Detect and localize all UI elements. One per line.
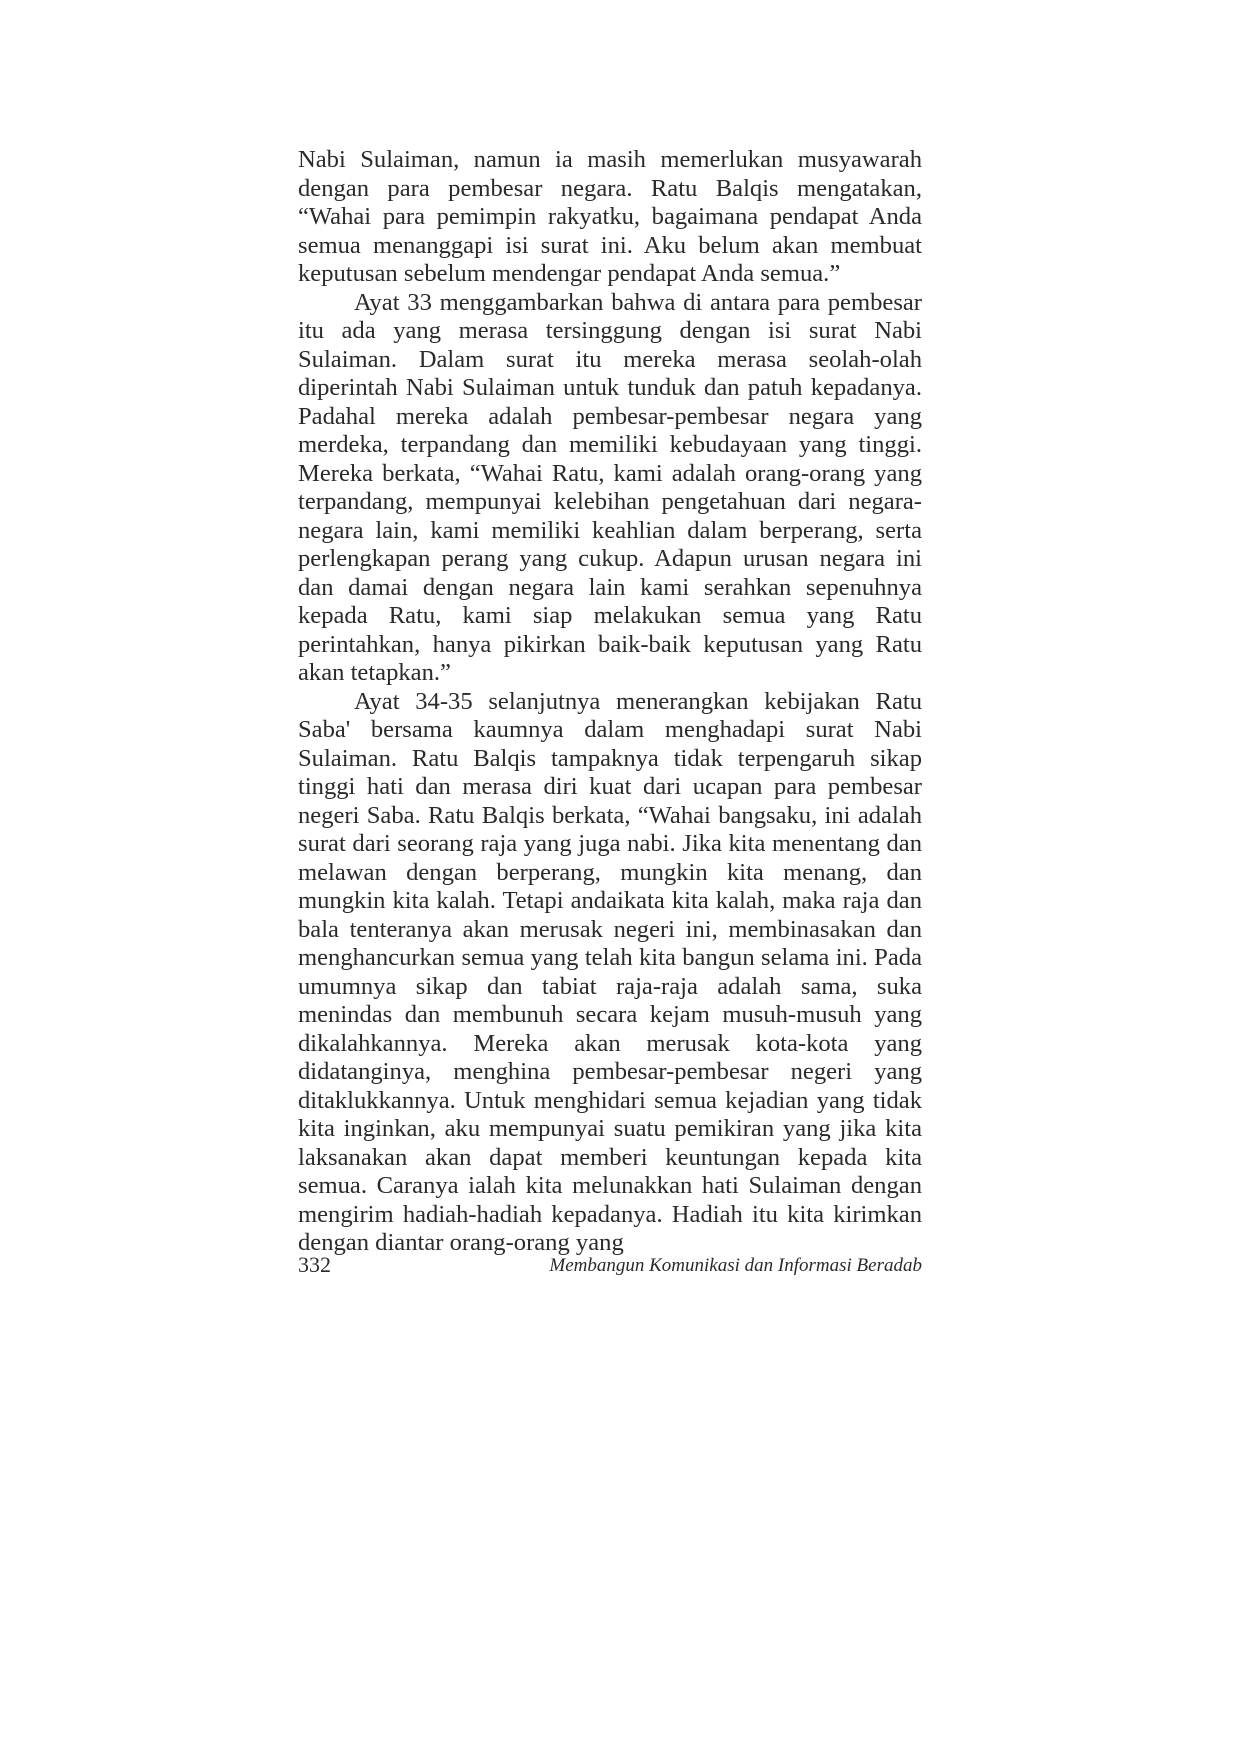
paragraph-ayat-33: Ayat 33 menggambarkan bahwa di antara para pembesar itu ada yang merasa tersinggung dengan isi surat Nabi Sulaiman. Dalam surat itu mereka merasa seolah-olah diperintah Nabi Sulaiman untuk tunduk dan patuh kepadanya. Padahal mereka adalah pembesar-pembesar negara yang merdeka, terpandang dan memiliki kebudayaan yang tinggi. Mereka berkata, “Wahai Ratu, kami adalah orang-orang yang terpandang, mempunyai kelebihan pengetahuan dari negara-negara lain, kami memiliki keahlian dalam berperang, serta perlengkapan perang yang cukup. Adapun urusan negara ini dan damai dengan negara lain kami serahkan sepenuhnya kepada Ratu, kami siap melakukan semua yang Ratu perintahkan, hanya pikirkan baik-baik keputusan yang Ratu akan tetapkan.”	[298, 288, 922, 686]
paragraph-continued: Nabi Sulaiman, namun ia masih memerlukan musyawarah dengan para pembesar negara. Ratu Balqis mengatakan, “Wahai para pemimpin rakyatku, bagaimana pendapat Anda semua menanggapi isi surat ini. Aku belum akan membuat keputusan sebelum mendengar pendapat Anda semua.”	[298, 146, 922, 287]
running-footer-title: Membangun Komunikasi dan Informasi Beradab	[549, 1255, 922, 1276]
paragraph-ayat-34-35: Ayat 34-35 selanjutnya menerangkan kebijakan Ratu Saba' bersama kaumnya dalam menghadapi surat Nabi Sulaiman. Ratu Balqis tampaknya tidak terpengaruh sikap tinggi hati dan merasa diri kuat dari ucapan para pembesar negeri Saba. Ratu Balqis berkata, “Wahai bangsaku, ini adalah surat dari seorang raja yang juga nabi. Jika kita menentang dan melawan dengan berperang, mungkin kita menang, dan mungkin kita kalah. Tetapi andaikata kita kalah, maka raja dan bala tenteranya akan merusak negeri ini, membinasakan dan menghancurkan semua yang telah kita bangun selama ini. Pada umumnya sikap dan tabiat raja-raja adalah sama, suka menindas dan membunuh secara kejam musuh-musuh yang dikalahkannya. Mereka akan merusak kota-kota yang didatanginya, menghina pembesar-pembesar negeri yang ditaklukkannya. Untuk menghidari semua kejadian yang tidak kita inginkan, aku mempunyai suatu pemikiran yang jika kita laksanakan akan dapat memberi keuntungan kepada kita semua. Caranya ialah kita melunakkan hati Sulaiman dengan mengirim hadiah-hadiah kepadanya. Hadiah itu kita kirimkan dengan diantar orang-orang yang	[298, 687, 922, 1256]
body-text	[298, 146, 922, 1258]
page-number: 332	[298, 1252, 331, 1277]
